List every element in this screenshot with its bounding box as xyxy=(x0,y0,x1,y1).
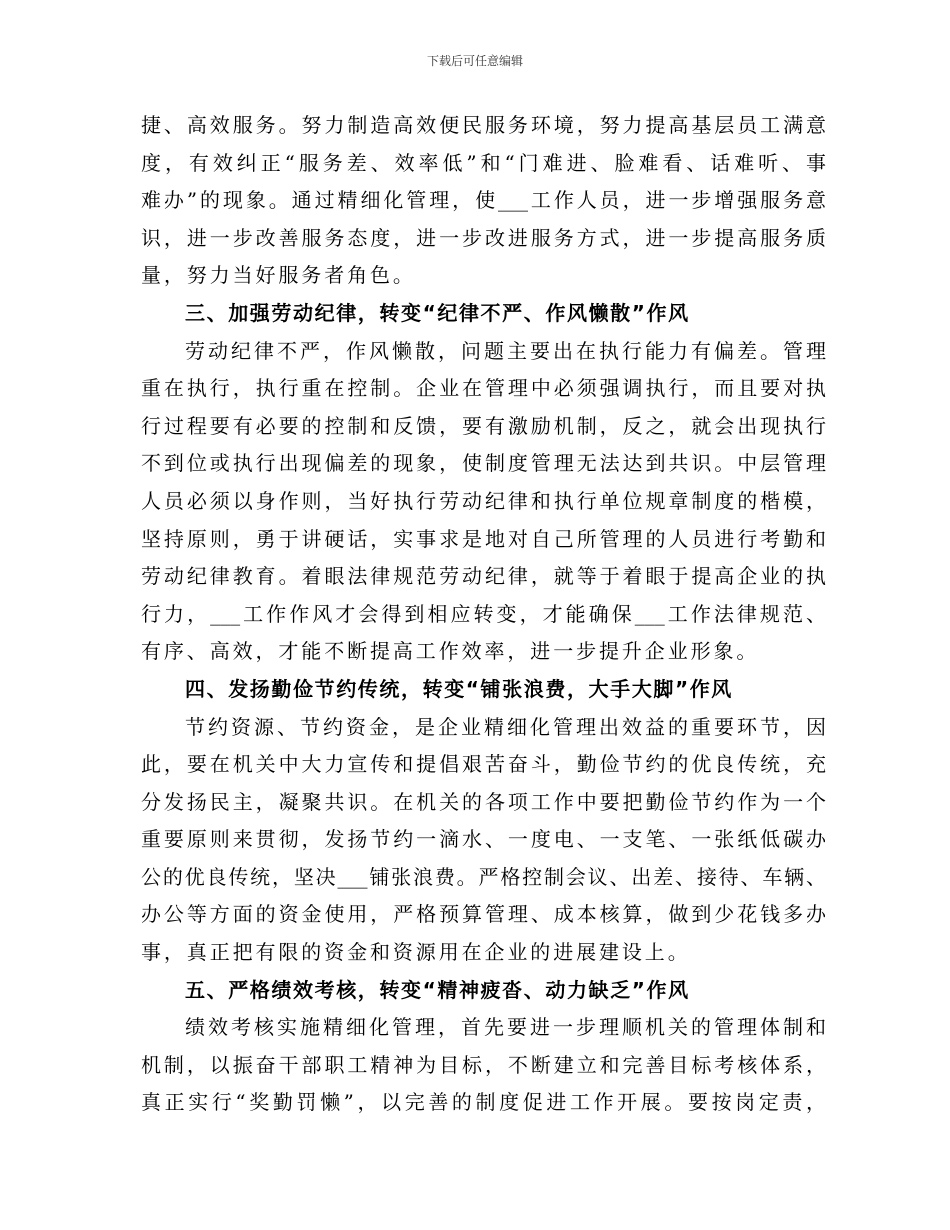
body-line: 事，真正把有限的资金和资源用在企业的进展建设上。 xyxy=(141,940,691,965)
body-line: 真正实行“奖勤罚懒”，以完善的制度促进工作开展。要按岗定责， xyxy=(141,1090,826,1115)
body-line: 人员必须以身作则，当好执行劳动纪律和执行单位规章制度的楷模， xyxy=(141,488,826,513)
section-heading-4: 四、发扬勤俭节约传统，转变“铺张浪费，大手大脚”作风 xyxy=(185,676,733,701)
document-body xyxy=(141,107,826,1122)
body-line: 分发扬民主，凝聚共识。在机关的各项工作中要把勤俭节约作为一个 xyxy=(141,789,826,814)
body-line: 量，努力当好服务者角色。 xyxy=(141,263,416,288)
body-line: 节约资源、节约资金，是企业精细化管理出效益的重要环节，因 xyxy=(185,714,826,739)
body-line: 难办”的现象。通过精细化管理，使___工作人员，进一步增强服务意 xyxy=(141,188,826,213)
section-heading-5: 五、严格绩效考核，转变“精神疲沓、动力缺乏”作风 xyxy=(185,977,690,1002)
body-line: 重在执行，执行重在控制。企业在管理中必须强调执行，而且要对执 xyxy=(141,376,826,401)
body-line: 绩效考核实施精细化管理，首先要进一步理顺机关的管理体制和 xyxy=(185,1015,826,1040)
body-line: 劳动纪律不严，作风懒散，问题主要出在执行能力有偏差。管理 xyxy=(185,338,826,363)
body-line: 机制，以振奋干部职工精神为目标，不断建立和完善目标考核体系， xyxy=(141,1052,826,1077)
body-line: 重要原则来贯彻，发扬节约一滴水、一度电、一支笔、一张纸低碳办 xyxy=(141,827,826,852)
body-line: 公的优良传统，坚决___铺张浪费。严格控制会议、出差、接待、车辆、 xyxy=(141,864,826,889)
section-heading-3: 三、加强劳动纪律，转变“纪律不严、作风懒散”作风 xyxy=(185,300,690,325)
body-line: 识，进一步改善服务态度，进一步改进服务方式，进一步提高服务质 xyxy=(141,225,826,250)
body-line: 此，要在机关中大力宣传和提倡艰苦奋斗，勤俭节约的优良传统，充 xyxy=(141,752,826,777)
body-line: 捷、高效服务。努力制造高效便民服务环境，努力提高基层员工满意 xyxy=(141,113,826,137)
body-line: 有序、高效，才能不断提高工作效率，进一步提升企业形象。 xyxy=(141,639,760,664)
body-line: 不到位或执行出现偏差的现象，使制度管理无法达到共识。中层管理 xyxy=(141,451,826,476)
page-header-note: 下载后可任意编辑 xyxy=(426,54,523,68)
body-line: 行力，___工作作风才会得到相应转变，才能确保___工作法律规范、 xyxy=(141,601,826,626)
body-line: 行过程要有必要的控制和反馈，要有激励机制，反之，就会出现执行 xyxy=(141,413,826,438)
body-line: 坚持原则，勇于讲硬话，实事求是地对自己所管理的人员进行考勤和 xyxy=(141,526,826,551)
body-line: 办公等方面的资金使用，严格预算管理、成本核算，做到少花钱多办 xyxy=(141,902,826,927)
body-line: 度，有效纠正“服务差、效率低”和“门难进、脸难看、话难听、事 xyxy=(141,150,826,175)
body-line: 劳动纪律教育。着眼法律规范劳动纪律，就等于着眼于提高企业的执 xyxy=(141,564,826,589)
